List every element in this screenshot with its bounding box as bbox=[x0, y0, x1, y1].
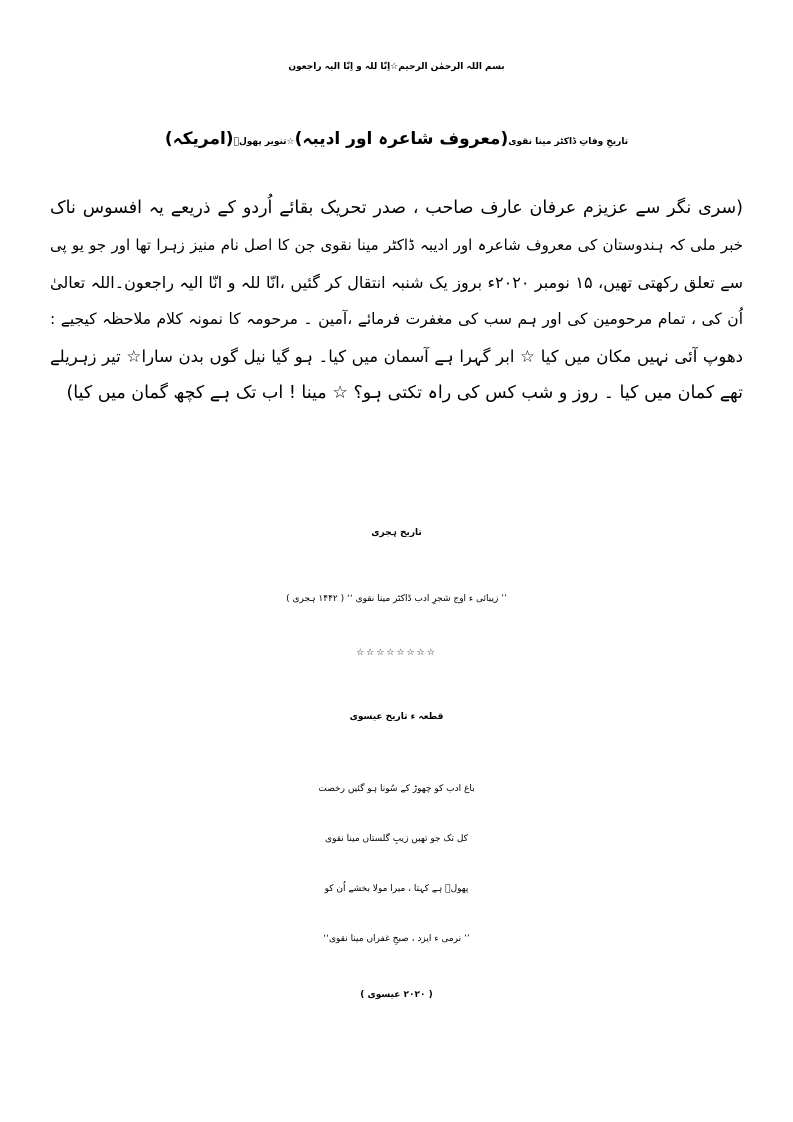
title-subtitle: (معروف شاعرہ اور ادیبہ) bbox=[294, 129, 509, 149]
page-title bbox=[0, 128, 793, 149]
paragraph-line: دھوپ آئی نہیں مکان میں کیا ☆ ابر گہرا ہے آسمان میں کیا۔ ہو گیا نیل گوں بدن سارا☆ تیر زہریلے bbox=[50, 347, 743, 366]
verse-line: پھولؔ ہے کہتا ، میرا مولا بخشے اُن کو bbox=[324, 884, 469, 894]
title-main: تاریخِ وفاتِ ڈاکٹر مینا نقوی bbox=[508, 137, 629, 147]
intro-paragraph bbox=[50, 190, 743, 412]
paragraph-line: خبر ملی کہ ہندوستان کی معروف شاعرہ اور ادیبہ ڈاکٹر مینا نقوی جن کا اصل نام منیز زہرا تھا اور جو یو پی bbox=[50, 236, 743, 254]
gregorian-heading: قطعہ ء تاریخ عیسوی bbox=[349, 712, 444, 722]
basmala-line: بسم اللہ الرحمٰن الرحیم☆اِنّا للہ و اِنّا الیہ راجعون bbox=[288, 62, 505, 72]
verse-line: کل تک جو تھیں زیبِ گلستاں مینا نقوی bbox=[325, 834, 468, 844]
hijri-heading: تاریخ ہجری bbox=[371, 528, 422, 538]
paragraph-line: تھے کمان میں کیا ۔ روز و شب کس کی راہ تکتی ہو؟ ☆ مینا ! اب تک ہے کچھ گمان میں کیا) bbox=[66, 383, 743, 403]
verse-line: باغ ادب کو چھوڑ کے سُونا ہو گئیں رخصت bbox=[318, 784, 475, 794]
paragraph-line: (سری نگر سے عزیزم عرفان عارف صاحب ، صدر تحریک بقائے اُردو کے ذریعے یہ افسوس ناک bbox=[50, 198, 743, 218]
title-author: ☆تنویر پھولؔ bbox=[233, 137, 295, 147]
paragraph-line: سے تعلق رکھتی تھیں، ۱۵ نومبر ۲۰۲۰ء بروز یک شنبہ انتقال کر گئیں ،انّا للہ و انّا الیہ راجعون۔اللہ تعالیٰ bbox=[50, 273, 743, 292]
star-divider: ☆☆☆☆☆☆☆☆ bbox=[356, 648, 437, 658]
verse-line: ’’ نرمی ء ایزد ، صبحِ غفراں مینا نقوی‘‘ bbox=[323, 934, 470, 944]
title-place: (امریکہ) bbox=[164, 129, 234, 149]
hijri-chronogram: ’’ زیبائی ء اوج شجرِ ادب ڈاکٹر مینا نقوی ‘‘ ( ۱۴۴۲ ہجری ) bbox=[286, 594, 507, 604]
paragraph-line: اُن کی ، تمام مرحومین کی اور ہم سب کی مغفرت فرمائے ،آمین ۔ مرحومہ کا نمونہ کلام ملاحظہ کیجیے : bbox=[50, 310, 743, 328]
gregorian-year: ( ۲۰۲۰ عیسوی ) bbox=[360, 990, 433, 1000]
